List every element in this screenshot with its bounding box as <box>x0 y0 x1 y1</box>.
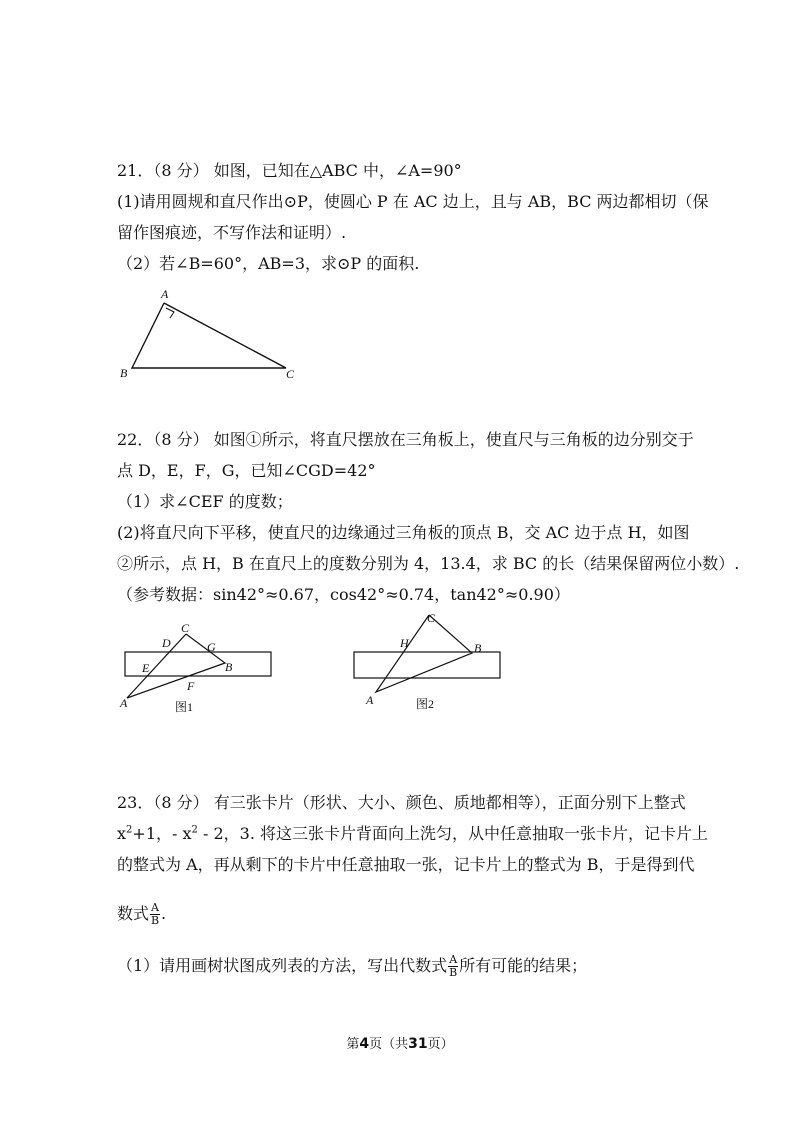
label-a: A <box>161 287 169 301</box>
q21-part2: （2）若∠B=60°，AB=3，求⊙P 的面积. <box>117 254 420 273</box>
q23-line3: 的整式为 A，再从剩下的卡片中任意抽取一张，记卡片上的整式为 B，于是得到代 <box>117 855 695 874</box>
footer-mid: 页（共 <box>369 1037 409 1052</box>
fraction-a-over-b <box>150 902 160 927</box>
fig1-label-e: E <box>142 661 150 675</box>
fig2-label-c: C <box>427 611 436 625</box>
right-angle-mark <box>166 308 174 318</box>
q23-mid: +1，- x <box>132 824 192 843</box>
q23-part1-post: 所有可能的结果； <box>459 956 588 975</box>
q21-header: 21．（8 分） 如图，已知在△ABC 中，∠A=90° <box>117 161 462 180</box>
fig1-label-a: A <box>120 696 128 710</box>
set-square-2 <box>376 615 472 692</box>
footer-pre: 第 <box>346 1037 360 1052</box>
q23-part1 <box>117 952 587 980</box>
q23-line2 <box>117 824 708 844</box>
fig1-label-d: D <box>162 636 171 650</box>
ruler-rect-2 <box>354 652 500 678</box>
footer-post: 页） <box>427 1037 454 1052</box>
footer-page-number: 4 <box>359 1036 370 1052</box>
q21-part1-line1: (1)请用圆规和直尺作出⊙P，使圆心 P 在 AC 边上，且与 AB，BC 两边都相切（保 <box>117 192 709 211</box>
q22-figure-2 <box>350 605 510 717</box>
q22-part1: （1）求∠CEF 的度数； <box>117 492 293 511</box>
fraction-a-over-b-2 <box>448 954 458 979</box>
triangle-abc <box>132 303 286 368</box>
q23-line4-pre: 数式 <box>117 904 150 923</box>
fraction-numerator-2: A <box>449 953 458 966</box>
fraction-numerator: A <box>151 901 159 914</box>
page-footer <box>0 1033 800 1052</box>
fig1-label-g: G <box>207 640 216 654</box>
q22-line2: 点 D，E，F，G，已知∠CGD=42° <box>117 461 376 480</box>
fig1-label-f: F <box>187 679 195 693</box>
q23-line4 <box>117 900 166 928</box>
footer-total-pages: 31 <box>408 1036 428 1052</box>
q23-sup2: 2 <box>191 824 198 836</box>
q23-sup1: 2 <box>126 824 133 836</box>
q22-part2-line2: ②所示，点 H，B 在直尺上的度数分别为 4，13.4，求 BC 的长（结果保留两位小数）. <box>117 554 740 573</box>
fig1-caption: 图1 <box>175 700 194 714</box>
fig1-label-b: B <box>225 660 233 674</box>
q22-figure-1 <box>115 615 280 720</box>
q21-triangle-figure <box>110 280 310 385</box>
q23-part1-pre: （1）请用画树状图成列表的方法，写出代数式 <box>117 956 448 975</box>
q23-x: x <box>117 824 127 843</box>
label-b: B <box>120 366 128 380</box>
q23-rest: - 2，3. 将这三张卡片背面向上洗匀，从中任意抽取一张卡片，记卡片上 <box>197 824 709 843</box>
q23-header: 23．（8 分） 有三张卡片（形状、大小、颜色、质地都相等），正面分别下上整式 <box>117 793 686 812</box>
fig2-caption: 图2 <box>416 697 435 711</box>
q21-part1-line2: 留作图痕迹，不写作法和证明）. <box>117 223 347 242</box>
fig2-label-a: A <box>366 693 374 707</box>
label-c: C <box>286 367 295 381</box>
q23-line4-post: . <box>160 904 167 923</box>
q22-part2-line1: (2)将直尺向下平移，使直尺的边缘通过三角板的顶点 B，交 AC 边于点 H，如图 <box>117 523 690 542</box>
fraction-denominator-2: B <box>449 966 458 979</box>
fraction-denominator: B <box>150 914 160 927</box>
q22-header: 22．（8 分） 如图①所示，将直尺摆放在三角板上，使直尺与三角板的边分别交于 <box>117 430 694 449</box>
fig2-label-b: B <box>474 641 482 655</box>
fig2-label-h: H <box>400 636 409 650</box>
q22-reference-data: （参考数据：sin42°≈0.67，cos42°≈0.74，tan42°≈0.90） <box>117 585 570 604</box>
fig1-label-c: C <box>181 621 190 635</box>
